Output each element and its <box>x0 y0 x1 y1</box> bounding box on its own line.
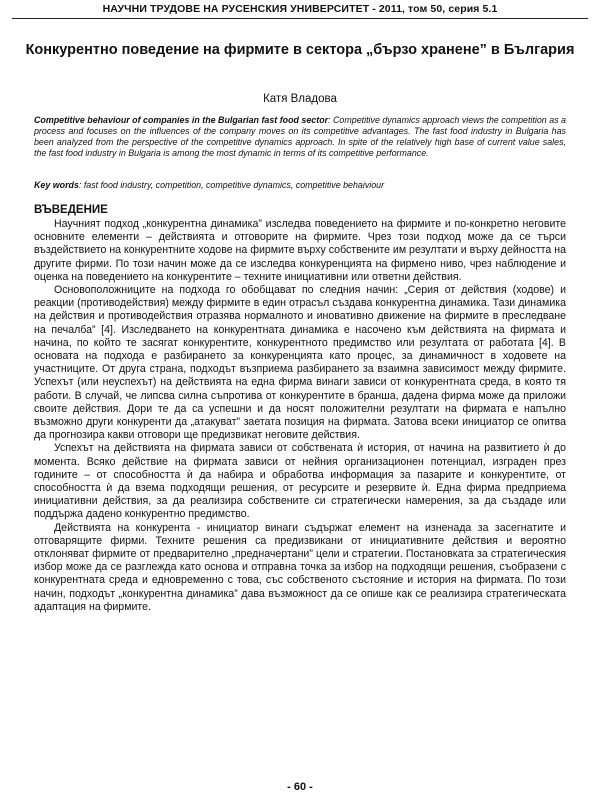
author-name: Катя Владова <box>263 93 337 105</box>
section-heading: ВЪВЕДЕНИЕ <box>34 204 108 216</box>
paragraph: Действията на конкурента - инициатор винаги съдържат елемент на изненада за засегнатите и отговарящите фирми. Техните решения са предизвикани от инициативните действия и вероятно отклоняват фирмите от предварително „предначертани” цели и стратегии. Постановката за стратегическия избор може да се разглежда като основа и отправна точка за избор на подходящи решения, съобразени с конкурентната среда и едновременно с това, със собственото състояние и история на фирмата. По този начин, подходът „конкурентна динамика” дава възможност да се опише как се реализира стратегическата адаптация на фирмите. <box>34 521 566 613</box>
abstract-text: : Competitive dynamics approach views the competition as a process and focuses on the influences of the company moves on its competitive advantages. The fast food industry in Bulgaria has been analyzed from the perspective of the competitive dynamics approach. In spite of the relatively high base of current value sales, the fast food industry in Bulgaria is among the most dynamic in terms of its competitive performance. <box>34 115 566 158</box>
paragraph: Успехът на действията на фирмата зависи от собствената ѝ история, от начина на развитието ѝ до момента. Всяко действие на фирмата зависи от нейния организационен потенциал, изграден през годините – от способността ѝ да набира и обработва информация за пазарите и конкурентите, от способността ѝ да взема подходящи решения, от ресурсите и резервите ѝ. Една фирма предприема инициативни действия, за да реализира собствените си стратегически намерения, за да създаде или поддържа дадено конкурентно предимство. <box>34 442 566 521</box>
page-number: - 60 - <box>287 781 313 793</box>
abstract-lead: Competitive behaviour of companies in the Bulgarian fast food sector <box>34 115 329 125</box>
paragraph: Основоположниците на подхода го обобщават по следния начин: „Серия от действия (ходове) и реакции (противодействия) между фирмите в един отрасъл създава конкурентна динамика. Тази динамика на действия и противодействия отразява нормалното и иновативно движение на фирмите в преследване на печалба” [4]. Изследването на конкурентната динамика е насочено към действията на фирмата и начина, по който те засягат конкурентите, конкурентното предимство или резултата от работата [4]. В основата на подхода е разбирането за конкуренцията като процес, за динамичност в ходовете на участниците. От друга страна, подходът възприема разбирането за взаимна зависимост между фирмите. Успехът (или неуспехът) на действията на една фирма винаги зависи от конкурентната среда, в която тя работи. В случай, че липсва силна съпротива от конкурентите в бранша, дадена фирма може да приложи своите действия. Дори те да са успешни и да носят положителни резултати на фирмата е напълно възможно други конкуренти да „атакуват” заетата позиция на фирмата. Затова всеки инициатор се опитва да прогнозира какви отговори ще предизвикат неговите действия. <box>34 284 566 442</box>
abstract <box>34 115 566 159</box>
running-header: НАУЧНИ ТРУДОВЕ НА РУСЕНСКИЯ УНИВЕРСИТЕТ - 2011, том 50, серия 5.1 <box>12 2 588 19</box>
paragraph: Научният подход „конкурентна динамика” изследва поведението на фирмите и по-конкретно неговите основните елементи – действията и отговорите на фирмите. Чрез този подход може да се търси въздействието на конкурентните ходове на фирмите върху собствените им резултати и върху дейността на другите фирми. По този начин може да се изследва конкуренцията на фирмено ниво, чрез наблюдение и оценка на поведението на конкурентите – техните инициативни или ответни действия. <box>34 218 566 283</box>
paper-title: Конкурентно поведение на фирмите в сектора „бързо хранене” в България <box>25 42 575 58</box>
keywords <box>34 180 566 191</box>
keywords-label: Key words <box>34 180 79 190</box>
body-text <box>34 218 566 614</box>
keywords-text: : fast food industry, competition, competitive dynamics, competitive behaiviour <box>78 180 385 190</box>
